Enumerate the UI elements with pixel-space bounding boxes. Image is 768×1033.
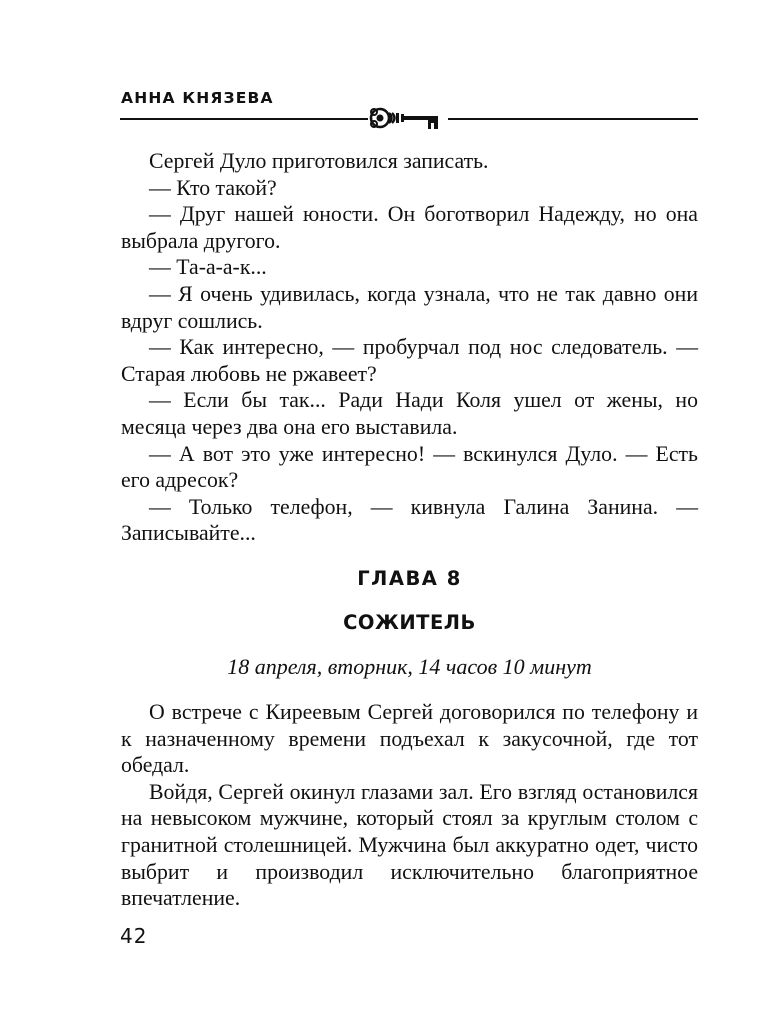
running-header-author: АННА КНЯЗЕВА [121,89,274,107]
paragraph: — Та-а-а-к... [149,255,267,280]
paragraph: Войдя, Сергей окинул глазами зал. Его взгляд остановился на невысоком мужчине, который стоял за круглым столом с гранитной столешницей. Мужчина был аккуратно одет, чисто выбрит и производил исключительно благоприятное впечатление. [121,779,698,911]
body-text-bottom [121,699,698,912]
paragraph: — Только телефон, — кивнула Галина Занина. — Записывайте... [121,494,698,546]
chapter-number: ГЛАВА 8 [357,567,462,590]
chapter-title: СОЖИТЕЛЬ [343,611,476,634]
paragraph: — Друг нашей юности. Он боготворил Надежду, но она выбрала другого. [121,202,698,253]
paragraph: — Как интересно, — пробурчал под нос следователь. — Старая любовь не ржавеет? [121,335,698,386]
chapter-date: 18 апреля, вторник, 14 часов 10 минут [227,654,592,679]
paragraph: — А вот это уже интересно! — вскинулся Дуло. — Есть его адресок? [121,441,698,493]
key-icon [368,104,448,132]
page-number: 42 [120,924,148,948]
paragraph: — Я очень удивилась, когда узнала, что не так давно они вдруг сошлись. [121,281,698,333]
paragraph: — Если бы так... Ради Нади Коля ушел от жены, но месяца через два она его выставила. [121,388,698,439]
paragraph: — Кто такой? [149,175,277,200]
body-text-top [121,148,698,547]
paragraph: Сергей Дуло приготовился записать. [149,149,489,173]
paragraph: О встрече с Киреевым Сергей договорился по телефону и к назначенному времени подъехал к закусочной, где тот обедал. [121,700,698,778]
